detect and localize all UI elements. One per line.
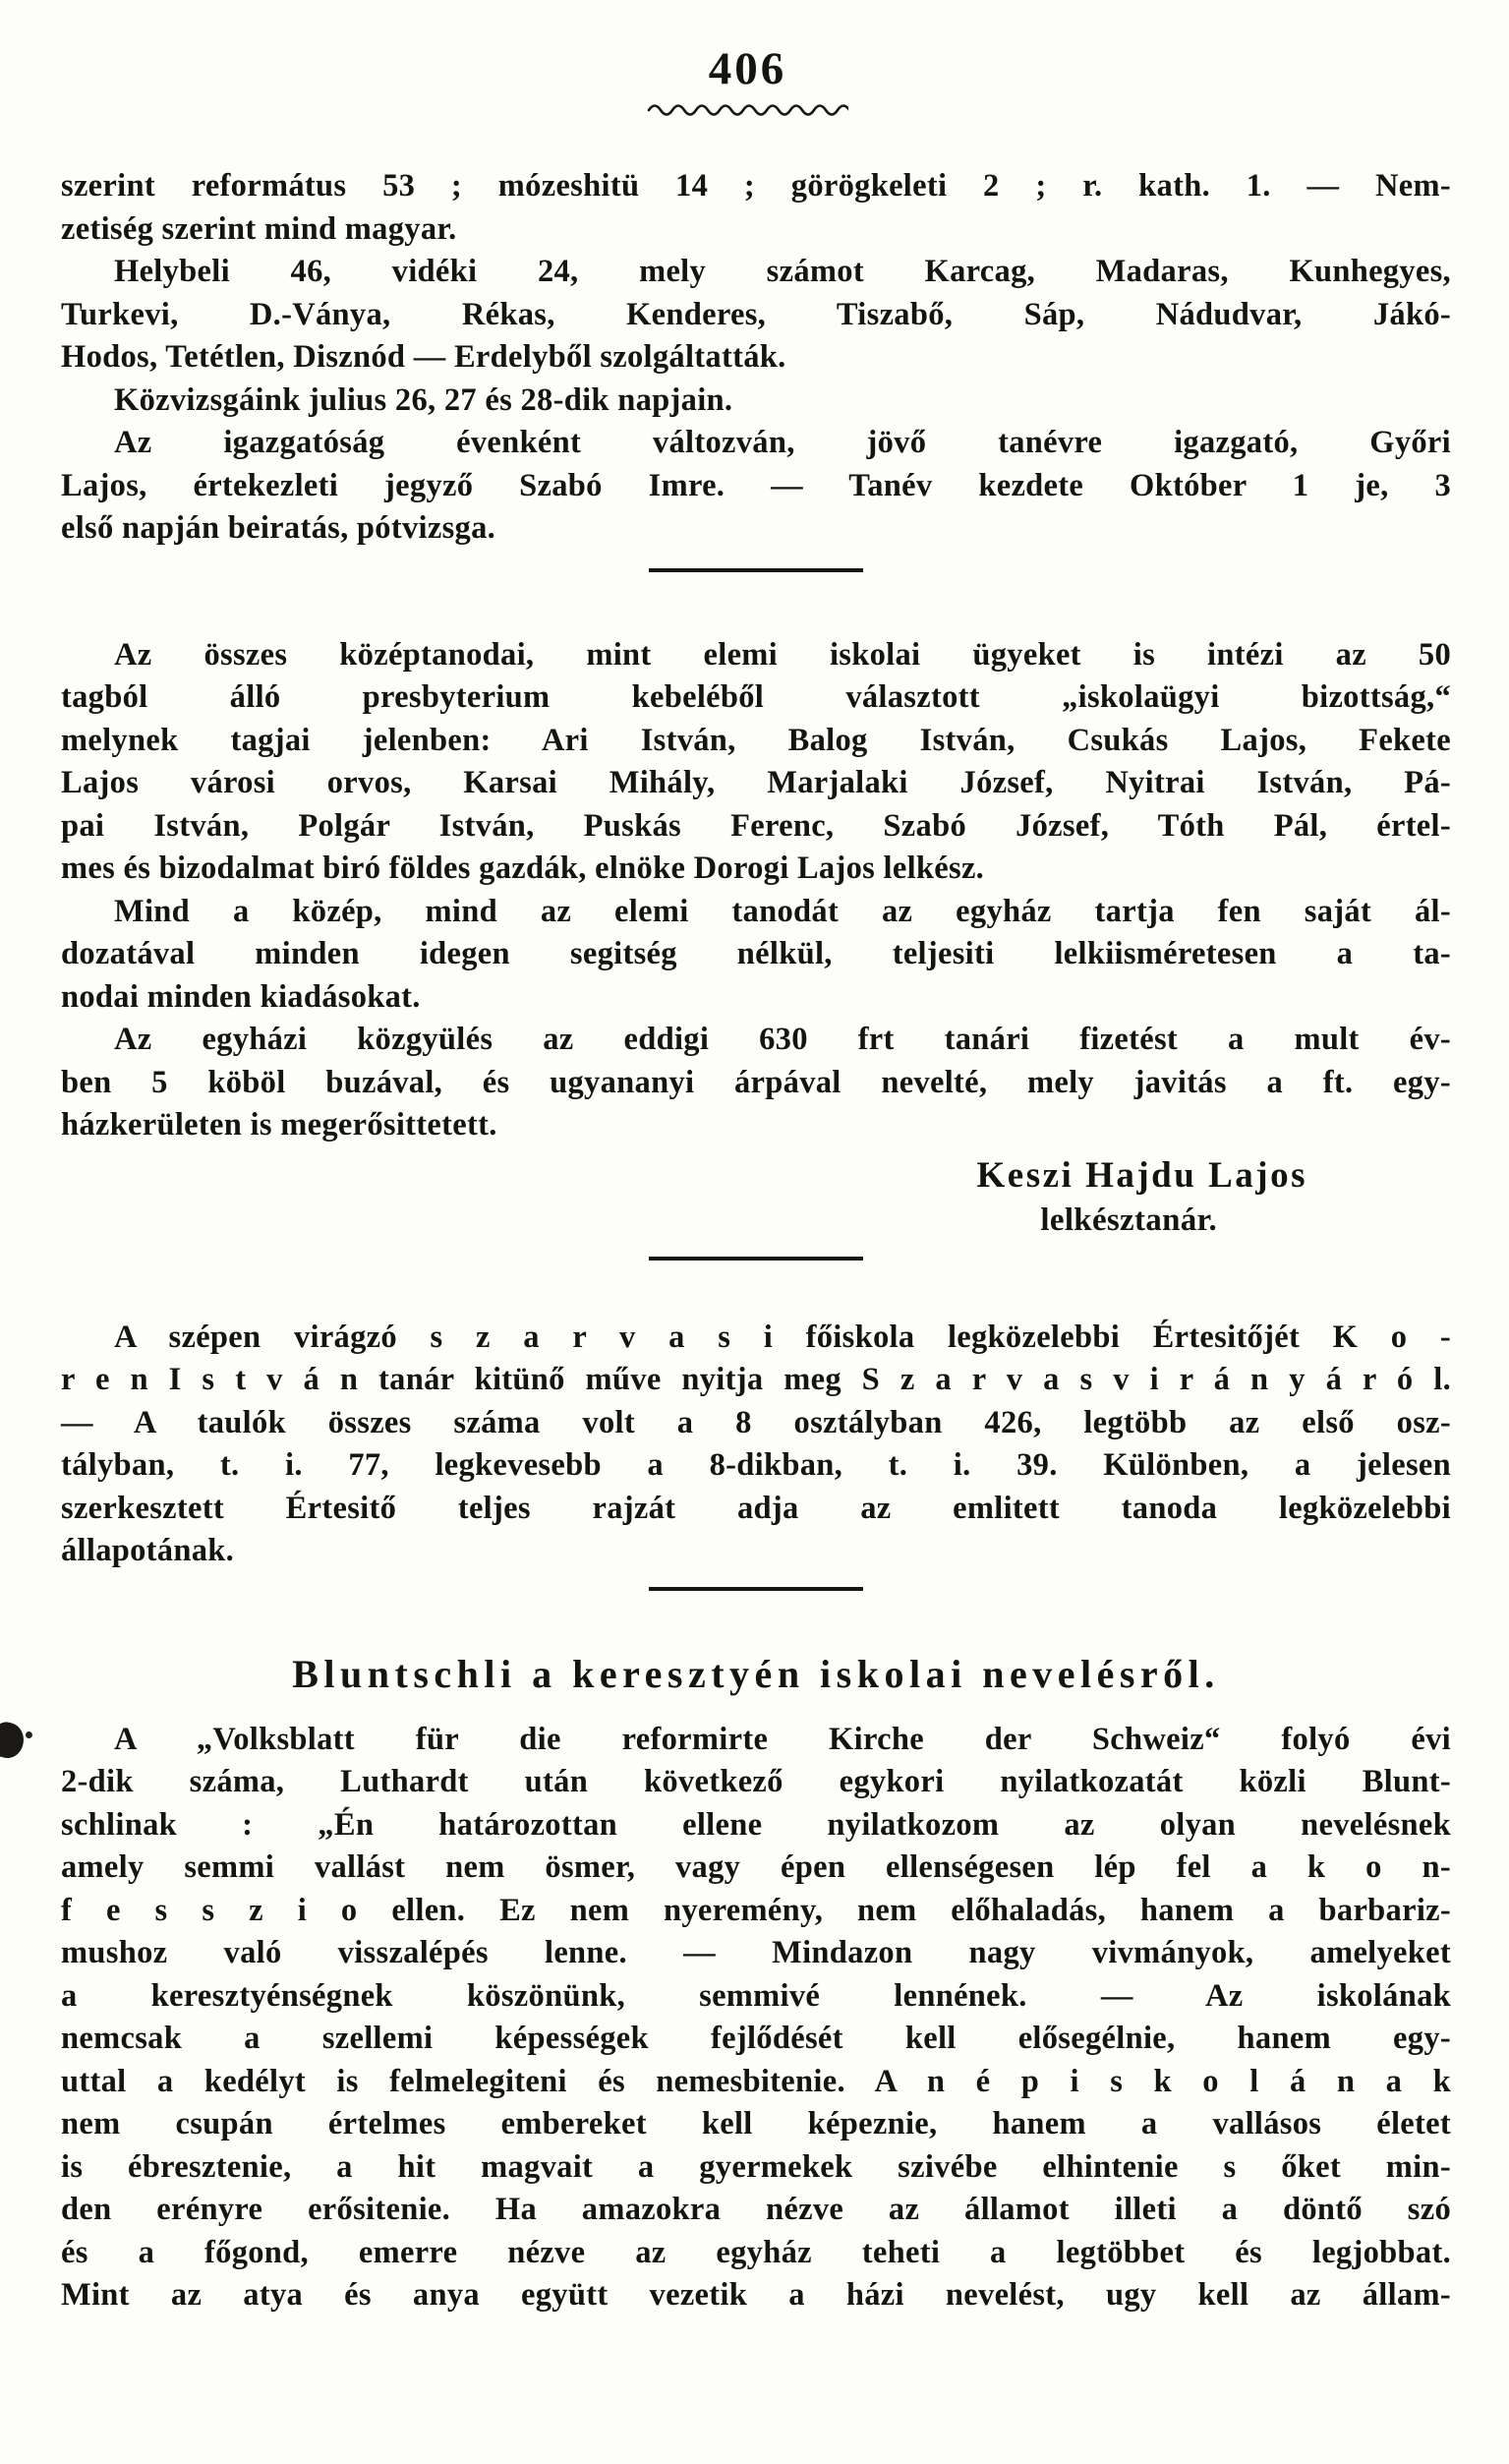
text-line: Az egyházi közgyülés az eddigi 630 frt tanári fizetést a mult év- (114, 1022, 1451, 1057)
paragraph-students-origin (61, 251, 1451, 380)
text-line: Hodos, Tetétlen, Disznód — Erdelyből szolgáltatták. (61, 339, 786, 375)
text-line: Mint az atya és anya együtt vezetik a házi nevelést, ugy kell az állam- (61, 2277, 1451, 2313)
section-divider (61, 551, 1451, 634)
paragraph-bluntschli-quote (61, 1719, 1451, 2317)
text-line: tagból álló presbyterium kebeléből választott „iskolaügyi bizottság,“ (61, 679, 1451, 715)
text-line: den erényre erősitenie. Ha amazokra nézve az államot illeti a döntő szó (61, 2192, 1451, 2227)
text-line: 2-dik száma, Luthardt után következő egykori nyilatkozatát közli Blunt- (61, 1764, 1451, 1799)
text-line: is ébresztenie, a hit magvait a gyermekek szivébe elhintenie s őket min- (61, 2148, 1451, 2185)
paragraph-school-committee (61, 634, 1451, 891)
text-line: nodai minden kiadásokat. (61, 978, 421, 1015)
section-divider (61, 1573, 1451, 1651)
wavy-rule (647, 100, 848, 116)
text-line: dozatával minden idegen segitség nélkül, teljesiti lelkiisméretesen a ta- (61, 936, 1451, 971)
paragraph-salary (61, 1019, 1451, 1147)
text-line: r e n I s t v á n tanár kitünő műve nyitja meg S z a r v a s v i r á n y á r ó l. (61, 1362, 1451, 1397)
signature-name: Keszi Hajdu Lajos (976, 1154, 1307, 1196)
text-line: állapotának. (61, 1533, 235, 1568)
text-line: melynek tagjai jelenben: Ari István, Balog István, Csukás Lajos, Fekete (61, 722, 1451, 758)
text-line: Helybeli 46, vidéki 24, mely számot Karcag, Madaras, Kunhegyes, (114, 254, 1451, 289)
text-line: szerkesztett Értesitő teljes rajzát adja az emlitett tanoda legközelebbi (61, 1490, 1451, 1526)
text-line: első napján beiratás, pótvizsga. (61, 510, 496, 546)
text-line: mes és bizodalmat biró földes gazdák, elnöke Dorogi Lajos lelkész. (61, 851, 985, 886)
paragraph-church-funding (61, 891, 1451, 1020)
text-line: tályban, t. i. 77, legkevesebb a 8-dikban, t. i. 39. Különben, a jelesen (61, 1447, 1451, 1483)
text-line: — A taulók összes száma volt a 8 osztályban 426, legtöbb az első osz- (61, 1404, 1451, 1440)
text-line: A szépen virágzó s z a r v a s i főiskola legközelebbi Értesitőjét K o - (114, 1319, 1451, 1355)
section-divider (61, 1242, 1451, 1317)
text-line: házkerületen is megerősittetett. (61, 1107, 497, 1143)
paragraph-direction (61, 422, 1451, 551)
text-line: Lajos, értekezleti jegyző Szabó Imre. — Tanév kezdete Október 1 je, 3 (61, 467, 1451, 503)
text-line: és a főgond, emerre nézve az egyház teheti a legtöbbet és legjobbat. (61, 2234, 1451, 2270)
text-block (61, 165, 1451, 2317)
signature-role: lelkésztanár. (1040, 1202, 1217, 1238)
text-line: Lajos városi orvos, Karsai Mihály, Marjalaki József, Nyitrai István, Pá- (61, 765, 1451, 800)
signature-block (61, 1153, 1451, 1242)
text-line: uttal a kedélyt is felmelegiteni és nemesbitenie. A n é p i s k o l á n a k (61, 2063, 1451, 2099)
divider-rule (649, 568, 863, 572)
text-line: Közvizsgáink julius 26, 27 és 28-dik napjain. (114, 381, 733, 418)
article-heading: Bluntschli a keresztyén iskolai nevelésről. (292, 1651, 1220, 1696)
paragraph-szarvas-report (61, 1317, 1451, 1573)
paragraph-religion-stats (61, 165, 1451, 251)
text-line: Az összes középtanodai, mint elemi iskolai ügyeket is intézi az 50 (114, 636, 1451, 673)
ink-blot (0, 1720, 28, 1762)
text-line: Turkevi, D.-Ványa, Rékas, Kenderes, Tiszabő, Sáp, Nádudvar, Jákó- (61, 296, 1451, 332)
text-line: A „Volksblatt für die reformirte Kirche der Schweiz“ folyó évi (114, 1721, 1451, 1757)
divider-rule (649, 1257, 863, 1261)
text-line: Az igazgatóság évenként változván, jövő tanévre igazgató, Győri (114, 425, 1451, 460)
text-line: schlinak : „Én határozottan ellene nyilatkozom az olyan nevelésnek (61, 1806, 1451, 1843)
text-line: f e s s z i o ellen. Ez nem nyeremény, nem előhaladás, hanem a barbariz- (61, 1892, 1451, 1928)
text-line: Mind a közép, mind az elemi tanodát az egyház tartja fen saját ál- (114, 893, 1451, 929)
text-line: ben 5 köböl buzával, és ugyananyi árpával nevelté, mely javitás a ft. egy- (61, 1064, 1451, 1100)
page-number: 406 (708, 43, 787, 94)
text-line: mushoz való visszalépés lenne. — Mindazon nagy vivmányok, amelyeket (61, 1935, 1451, 1970)
text-line: amely semmi vallást nem ösmer, vagy épen ellenségesen lép fel a k o n- (61, 1849, 1451, 1885)
page-header (0, 43, 1495, 116)
paragraph-exams (61, 380, 1451, 423)
text-line: nemcsak a szellemi képességek fejlődését kell elősegélnie, hanem egy- (61, 2021, 1451, 2056)
text-line: zetiség szerint mind magyar. (61, 210, 457, 247)
text-line: szerint református 53 ; mózeshitü 14 ; görögkeleti 2 ; r. kath. 1. — Nem- (61, 168, 1451, 204)
divider-rule (649, 1587, 863, 1591)
text-line: a keresztyénségnek köszönünk, semmivé lennének. — Az iskolának (61, 1977, 1451, 2014)
text-line: pai István, Polgár István, Puskás Ferenc, Szabó József, Tóth Pál, értel- (61, 807, 1451, 844)
text-line: nem csupán értelmes embereket kell képeznie, hanem a vallásos életet (61, 2106, 1451, 2141)
